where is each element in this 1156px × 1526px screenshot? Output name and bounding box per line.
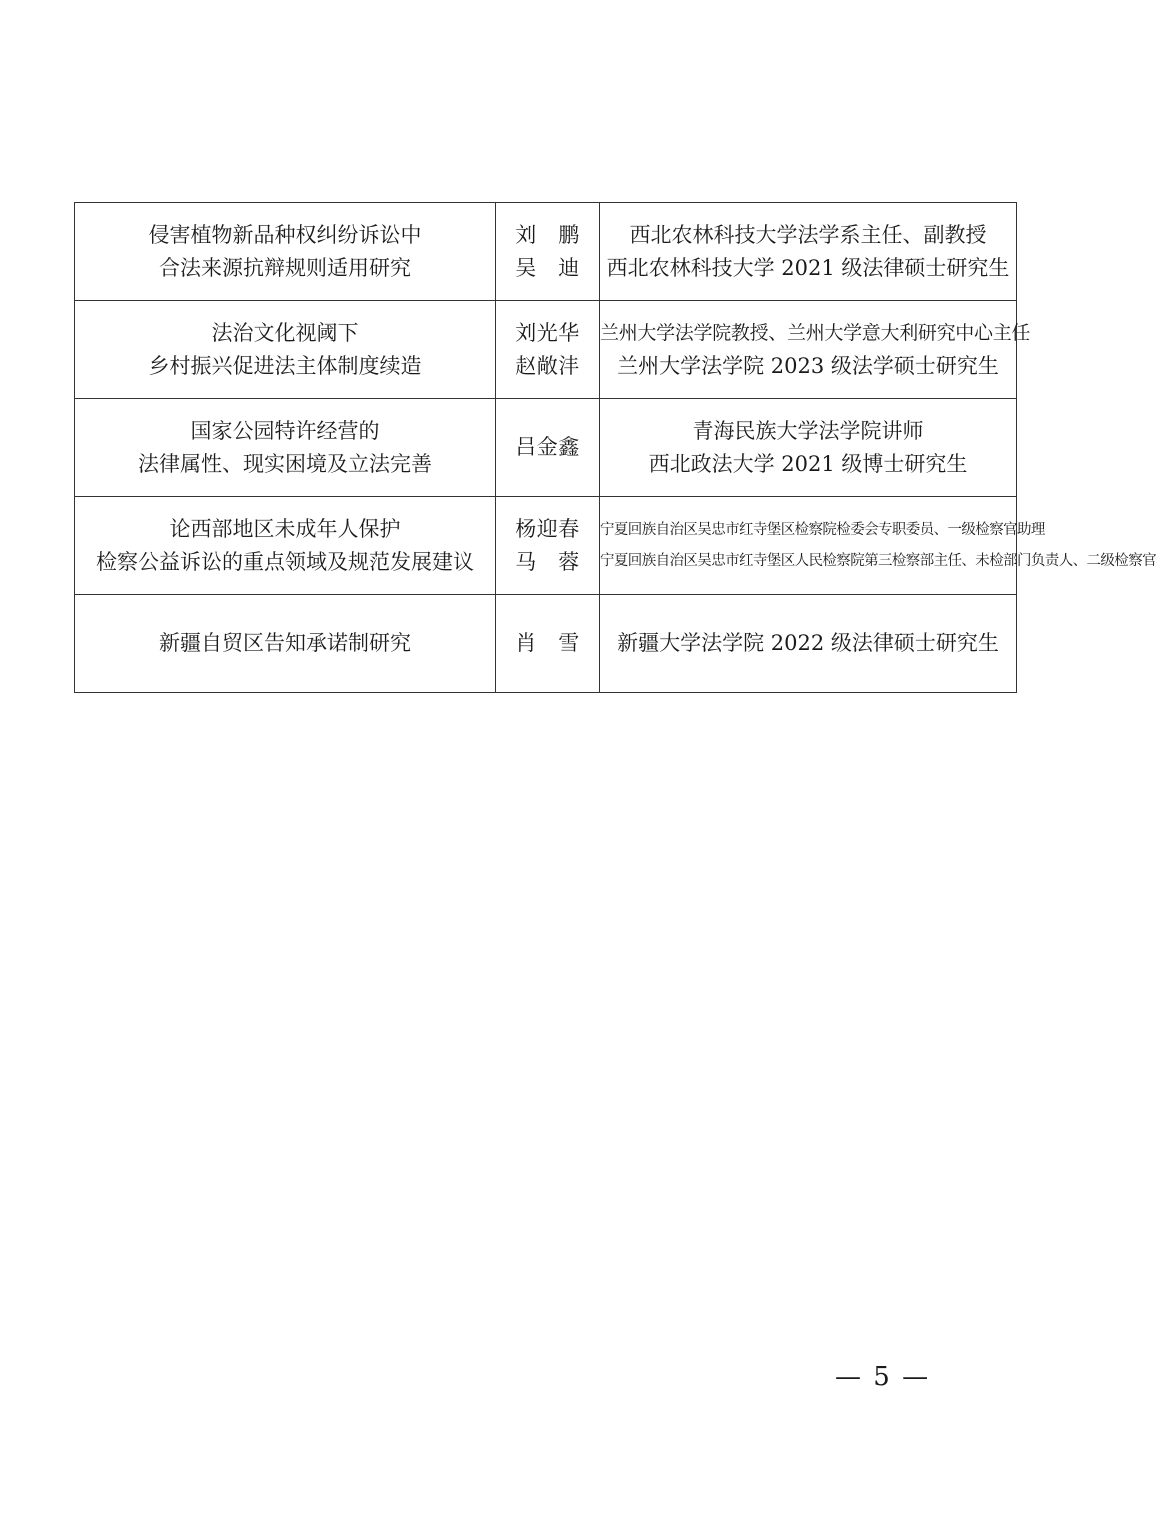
paper-title-cell [75, 497, 496, 595]
affiliation-line: 新疆大学法学院 2022 级法律硕士研究生 [617, 631, 999, 655]
paper-title-line: 合法来源抗辩规则适用研究 [159, 255, 411, 280]
paper-title-line: 法律属性、现实困境及立法完善 [138, 451, 432, 476]
author-name: 刘 鹏 [515, 222, 580, 247]
table-row [75, 595, 1017, 693]
paper-title-line: 法治文化视阈下 [211, 320, 359, 345]
affiliation-cell [600, 203, 1017, 301]
author-name: 肖 雪 [515, 631, 580, 655]
affiliation-line: 西北农林科技大学法学系主任、副教授 [629, 222, 987, 247]
paper-title-line: 论西部地区未成年人保护 [169, 516, 401, 541]
affiliation-cell [600, 301, 1031, 399]
paper-title-line: 国家公园特许经营的 [190, 418, 380, 443]
table-row [75, 203, 1017, 301]
author-name: 杨迎春 [515, 516, 580, 541]
affiliation-line: 宁夏回族自治区吴忠市红寺堡区检察院检委会专职委员、一级检察官助理 [600, 521, 1045, 538]
table-row [75, 497, 1017, 595]
page-number: — 5 — [835, 1362, 931, 1392]
affiliation-cell [600, 595, 1017, 693]
affiliation-line: 青海民族大学法学院讲师 [692, 418, 924, 443]
paper-list-table [74, 202, 1156, 693]
author-name: 吕金鑫 [515, 435, 580, 459]
affiliation-line: 兰州大学法学院教授、兰州大学意大利研究中心主任 [600, 321, 1031, 344]
affiliation-cell [600, 497, 1156, 595]
paper-title-line: 新疆自贸区告知承诺制研究 [159, 631, 411, 655]
paper-title-cell [75, 301, 496, 399]
paper-title-line: 侵害植物新品种权纠纷诉讼中 [148, 222, 422, 247]
author-cell [496, 301, 600, 399]
affiliation-cell [600, 399, 1017, 497]
paper-title-cell [75, 203, 496, 301]
author-cell [496, 399, 600, 497]
author-name: 马 蓉 [515, 549, 580, 574]
paper-title-line: 乡村振兴促进法主体制度续造 [148, 353, 422, 378]
author-name: 吴 迪 [515, 255, 580, 280]
table-row [75, 399, 1017, 497]
author-cell [496, 595, 600, 693]
author-name: 刘光华 [515, 320, 580, 345]
affiliation-line: 宁夏回族自治区吴忠市红寺堡区人民检察院第三检察部主任、未检部门负责人、二级检察官 [600, 552, 1156, 569]
affiliation-line: 兰州大学法学院 2023 级法学硕士研究生 [617, 353, 999, 378]
paper-title-cell [75, 399, 496, 497]
table-row [75, 301, 1017, 399]
affiliation-line: 西北农林科技大学 2021 级法律硕士研究生 [606, 255, 1010, 280]
paper-title-cell [75, 595, 496, 693]
affiliation-line: 西北政法大学 2021 级博士研究生 [648, 451, 968, 476]
author-cell [496, 497, 600, 595]
paper-title-line: 检察公益诉讼的重点领域及规范发展建议 [96, 549, 474, 574]
author-cell [496, 203, 600, 301]
author-name: 赵敞沣 [515, 353, 580, 378]
